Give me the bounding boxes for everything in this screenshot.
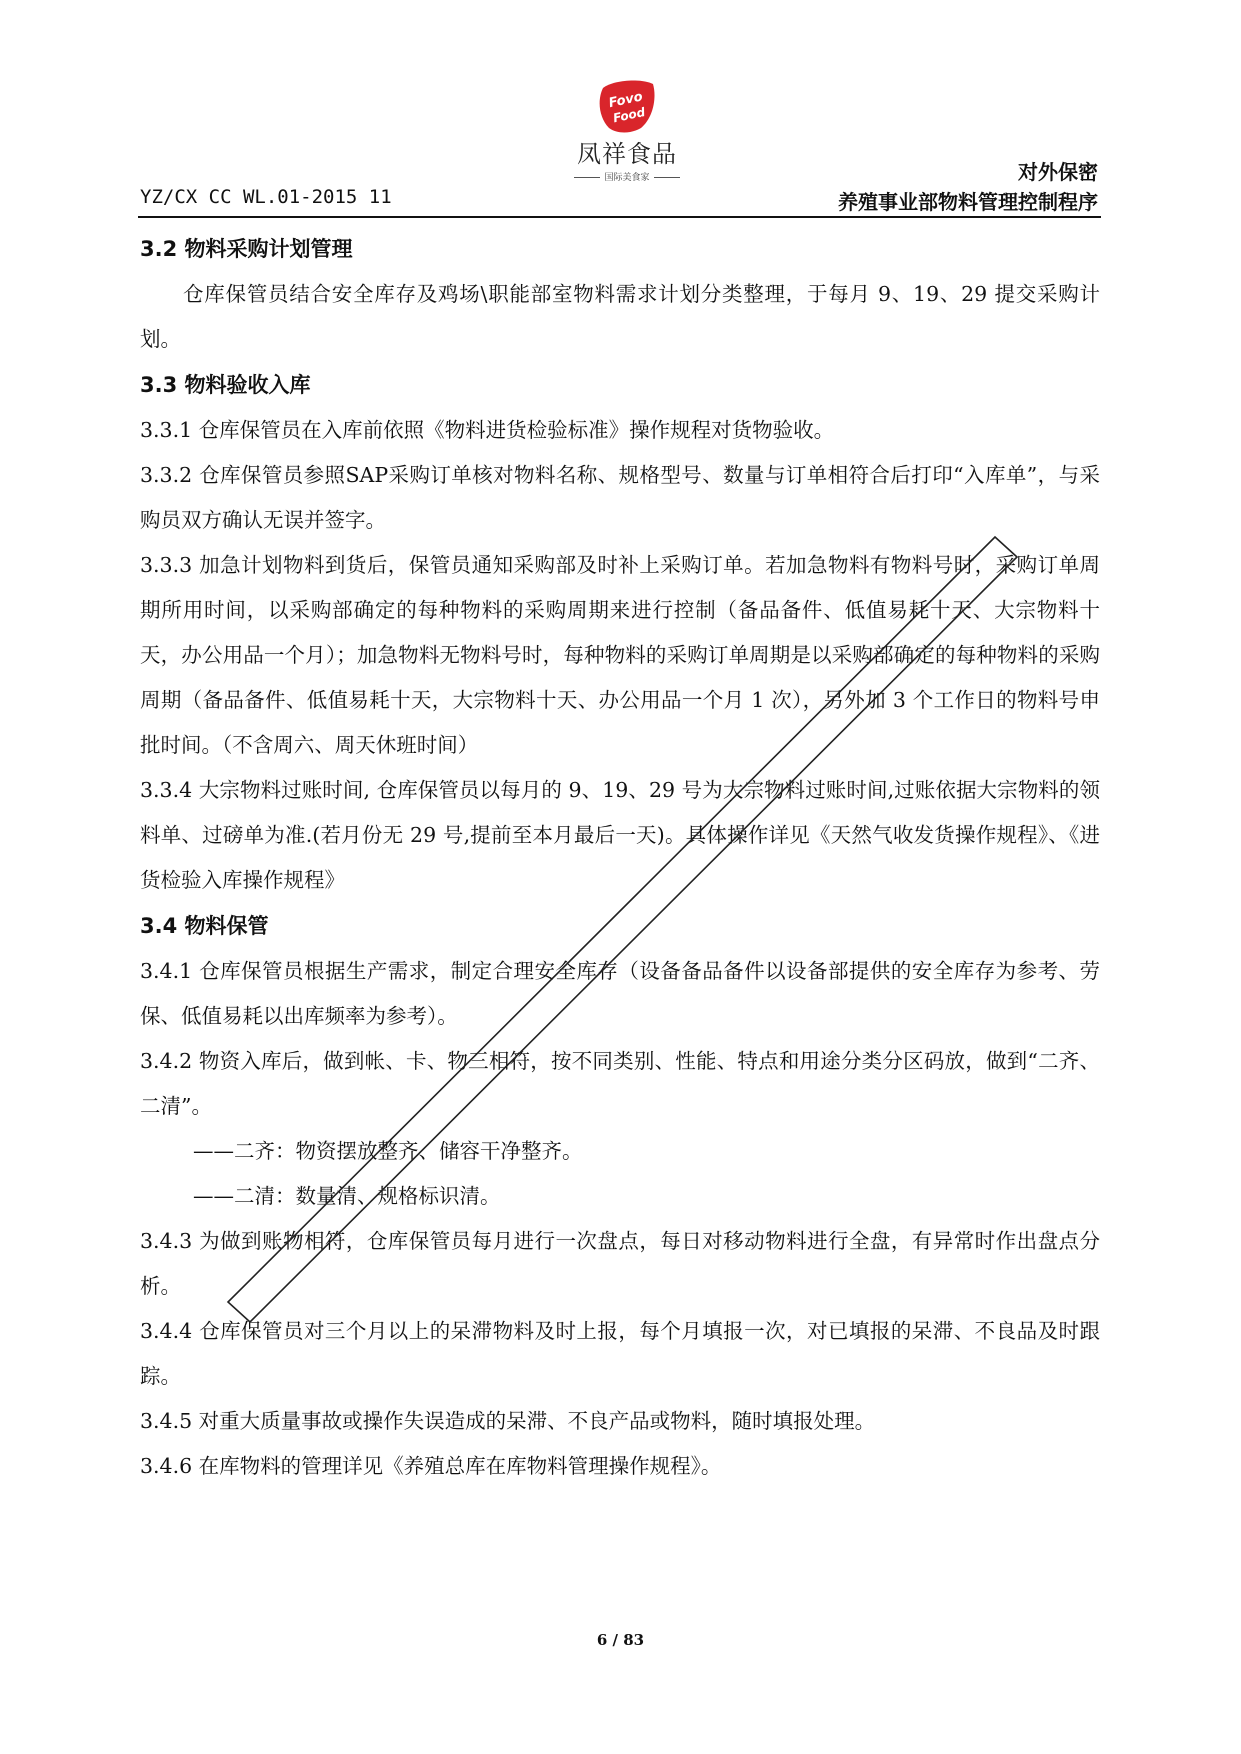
paragraph-3-4-6: 3.4.6 在库物料的管理详见《养殖总库在库物料管理操作规程》。	[140, 1454, 722, 1478]
svg-text:Fovo: Fovo	[607, 89, 645, 112]
paragraph-3-4-3: 3.4.3 为做到账物相符，仓库保管员每月进行一次盘点，每日对移动物料进行全盘，有异常时作出盘点分析。	[140, 1229, 1100, 1298]
logo-tagline: 国际美食家	[565, 170, 689, 183]
list-item: ——二齐：物资摆放整齐、储容干净整齐。	[193, 1139, 583, 1163]
document-body	[140, 226, 1100, 1489]
header-right	[838, 157, 1098, 217]
paragraph-3-4-1: 3.4.1 仓库保管员根据生产需求，制定合理安全库存（设备备品备件以设备部提供的安全库存为参考、劳保、低值易耗以出库频率为参考）。	[140, 959, 1100, 1028]
paragraph-3-4-2: 3.4.2 物资入库后，做到帐、卡、物三相符，按不同类别、性能、特点和用途分类分区码放，做到“二齐、二清”。	[140, 1049, 1100, 1118]
svg-text:Food: Food	[611, 104, 647, 126]
company-logo	[565, 78, 689, 183]
paragraph-3-4-5: 3.4.5 对重大质量事故或操作失误造成的呆滞、不良产品或物料，随时填报处理。	[140, 1409, 876, 1433]
section-heading-3-2: 3.2 物料采购计划管理	[140, 237, 353, 261]
header-divider	[138, 216, 1101, 218]
paragraph-3-4-4: 3.4.4 仓库保管员对三个月以上的呆滞物料及时上报，每个月填报一次，对已填报的呆滞、不良品及时跟踪。	[140, 1319, 1100, 1388]
list-item: ——二清：数量清、规格标识清。	[193, 1184, 501, 1208]
document-code: YZ/CX CC WL.01-2015 11	[140, 186, 392, 208]
paragraph-3-3-1: 3.3.1 仓库保管员在入库前依照《物料进货检验标准》操作规程对货物验收。	[140, 418, 835, 442]
confidentiality-label: 对外保密	[1018, 160, 1098, 184]
paragraph-3-2: 仓库保管员结合安全库存及鸡场\职能部室物料需求计划分类整理，于每月 9、19、29 提交采购计划。	[140, 282, 1100, 351]
document-title: 养殖事业部物料管理控制程序	[838, 190, 1098, 214]
section-heading-3-3: 3.3 物料验收入库	[140, 373, 311, 397]
section-heading-3-4: 3.4 物料保管	[140, 914, 269, 938]
paragraph-3-3-4: 3.3.4 大宗物料过账时间, 仓库保管员以每月的 9、19、29 号为大宗物料过账时间,过账依据大宗物料的领料单、过磅单为准.(若月份无 29 号,提前至本月最后一天)。具体操作详见《天然气收发货操作规程》、《进货检验入库操作规程》	[140, 778, 1100, 892]
logo-name: 凤祥食品	[577, 140, 677, 168]
page-number: 6 / 83	[596, 1631, 645, 1649]
paragraph-3-3-2: 3.3.2 仓库保管员参照SAP采购订单核对物料名称、规格型号、数量与订单相符合后打印“入库单”，与采购员双方确认无误并签字。	[140, 463, 1100, 532]
paragraph-3-3-3: 3.3.3 加急计划物料到货后，保管员通知采购部及时补上采购订单。若加急物料有物料号时，采购订单周期所用时间，以采购部确定的每种物料的采购周期来进行控制（备品备件、低值易耗十天、大宗物料十天，办公用品一个月）；加急物料无物料号时，每种物料的采购订单周期是以采购部确定的每种物料的采购周期（备品备件、低值易耗十天，大宗物料十天、办公用品一个月 1 次），另外加 3 个工作日的物料号申批时间。（不含周六、周天休班时间）	[140, 553, 1100, 757]
fovo-food-logo-icon	[595, 78, 659, 136]
